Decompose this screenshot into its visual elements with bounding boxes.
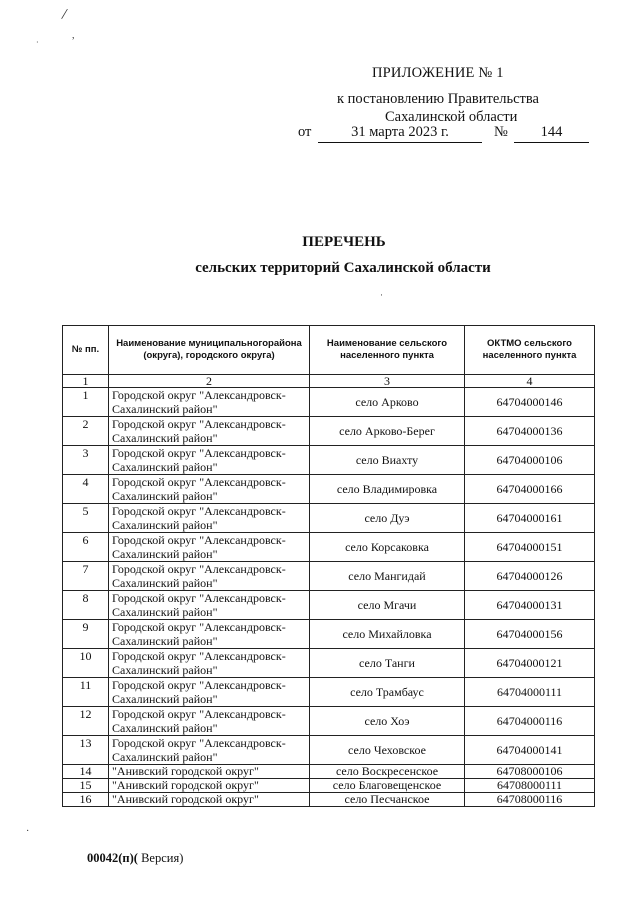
district-name: Городской округ "Александровск-Сахалинский район" (109, 417, 310, 446)
settlement-name: село Песчанское (310, 793, 465, 807)
footer-code: 00042(п)( (87, 851, 138, 865)
row-number: 1 (63, 388, 109, 417)
settlement-name: село Корсаковка (310, 533, 465, 562)
settlement-name: село Танги (310, 649, 465, 678)
oktmo-code: 64704000126 (465, 562, 595, 591)
decree-number: 144 (514, 124, 589, 143)
row-number: 12 (63, 707, 109, 736)
table-body (63, 388, 595, 807)
settlement-name: село Хоэ (310, 707, 465, 736)
oktmo-code: 64704000121 (465, 649, 595, 678)
decree-date: 31 марта 2023 г. (318, 124, 482, 143)
oktmo-code: 64704000161 (465, 504, 595, 533)
table-row (63, 446, 595, 475)
table-row (63, 591, 595, 620)
table-row (63, 562, 595, 591)
district-name: "Анивский городской округ" (109, 779, 310, 793)
scan-artifact-dot: · (380, 290, 383, 300)
oktmo-code: 64704000106 (465, 446, 595, 475)
table-row (63, 475, 595, 504)
table-row (63, 649, 595, 678)
table-row (63, 620, 595, 649)
document-subtitle: сельских территорий Сахалинской области (195, 260, 491, 276)
settlement-name: село Владимировка (310, 475, 465, 504)
district-name: Городской округ "Александровск-Сахалинский район" (109, 533, 310, 562)
header-district: Наименование муниципальногорайона (округа), городского округа) (109, 326, 310, 375)
table-row (63, 533, 595, 562)
settlement-name: село Мангидай (310, 562, 465, 591)
header-place: Наименование сельского населенного пункта (310, 326, 465, 375)
settlement-name: село Трамбаус (310, 678, 465, 707)
table-row (63, 765, 595, 779)
row-number: 4 (63, 475, 109, 504)
column-number: 4 (465, 375, 595, 388)
row-number: 14 (63, 765, 109, 779)
row-number: 5 (63, 504, 109, 533)
footer-version: Версия) (137, 851, 184, 865)
footer-doc-code (87, 851, 183, 866)
row-number: 11 (63, 678, 109, 707)
row-number: 7 (63, 562, 109, 591)
row-number: 6 (63, 533, 109, 562)
oktmo-code: 64704000151 (465, 533, 595, 562)
settlement-name: село Арково-Берег (310, 417, 465, 446)
settlement-name: село Арково (310, 388, 465, 417)
table-row (63, 504, 595, 533)
row-number: 9 (63, 620, 109, 649)
district-name: Городской округ "Александровск-Сахалинский район" (109, 707, 310, 736)
district-name: Городской округ "Александровск-Сахалинский район" (109, 504, 310, 533)
settlement-name: село Чеховское (310, 736, 465, 765)
scan-artifact-dot: · (36, 38, 39, 47)
scan-artifact-mark: / (60, 5, 69, 24)
oktmo-code: 64704000156 (465, 620, 595, 649)
settlement-name: село Благовещенское (310, 779, 465, 793)
district-name: Городской округ "Александровск-Сахалинский район" (109, 388, 310, 417)
table-row (63, 678, 595, 707)
settlement-name: село Виахту (310, 446, 465, 475)
appendix-date-row (298, 124, 598, 144)
table-row (63, 388, 595, 417)
table-row (63, 417, 595, 446)
district-name: Городской округ "Александровск-Сахалинский район" (109, 475, 310, 504)
settlement-name: село Дуэ (310, 504, 465, 533)
district-name: Городской округ "Александровск-Сахалинский район" (109, 562, 310, 591)
oktmo-code: 64708000116 (465, 793, 595, 807)
oktmo-code: 64704000141 (465, 736, 595, 765)
district-name: Городской округ "Александровск-Сахалинский район" (109, 446, 310, 475)
settlement-name: село Михайловка (310, 620, 465, 649)
appendix-region-line: Сахалинской области (385, 109, 518, 125)
row-number: 13 (63, 736, 109, 765)
appendix-title: ПРИЛОЖЕНИЕ № 1 (372, 65, 504, 81)
oktmo-code: 64704000116 (465, 707, 595, 736)
oktmo-code: 64704000111 (465, 678, 595, 707)
row-number: 3 (63, 446, 109, 475)
row-number: 10 (63, 649, 109, 678)
column-number-row (63, 375, 595, 388)
row-number: 15 (63, 779, 109, 793)
settlement-name: село Мгачи (310, 591, 465, 620)
table-row (63, 793, 595, 807)
oktmo-code: 64704000146 (465, 388, 595, 417)
header-oktmo: ОКТМО сельского населенного пункта (465, 326, 595, 375)
from-label: от (298, 124, 312, 140)
district-name: "Анивский городской округ" (109, 765, 310, 779)
district-name: Городской округ "Александровск-Сахалинский район" (109, 649, 310, 678)
header-num: № пп. (63, 326, 109, 375)
oktmo-code: 64708000106 (465, 765, 595, 779)
district-name: Городской округ "Александровск-Сахалинский район" (109, 591, 310, 620)
row-number: 8 (63, 591, 109, 620)
settlement-name: село Воскресенское (310, 765, 465, 779)
table-row (63, 779, 595, 793)
scan-artifact-dot: , (72, 30, 75, 41)
district-name: "Анивский городской округ" (109, 793, 310, 807)
row-number: 16 (63, 793, 109, 807)
oktmo-code: 64708000111 (465, 779, 595, 793)
scan-artifact-dot: · (26, 826, 30, 837)
oktmo-code: 64704000166 (465, 475, 595, 504)
table-header-row (63, 326, 595, 375)
column-number: 3 (310, 375, 465, 388)
table-row (63, 736, 595, 765)
oktmo-code: 64704000131 (465, 591, 595, 620)
row-number: 2 (63, 417, 109, 446)
number-label: № (494, 124, 508, 140)
district-name: Городской округ "Александровск-Сахалинский район" (109, 736, 310, 765)
appendix-decree-line: к постановлению Правительства (337, 91, 539, 107)
district-name: Городской округ "Александровск-Сахалинский район" (109, 620, 310, 649)
table-row (63, 707, 595, 736)
column-number: 2 (109, 375, 310, 388)
oktmo-code: 64704000136 (465, 417, 595, 446)
district-name: Городской округ "Александровск-Сахалинский район" (109, 678, 310, 707)
document-title: ПЕРЕЧЕНЬ (302, 234, 386, 250)
rural-territories-table (62, 325, 595, 807)
column-number: 1 (63, 375, 109, 388)
